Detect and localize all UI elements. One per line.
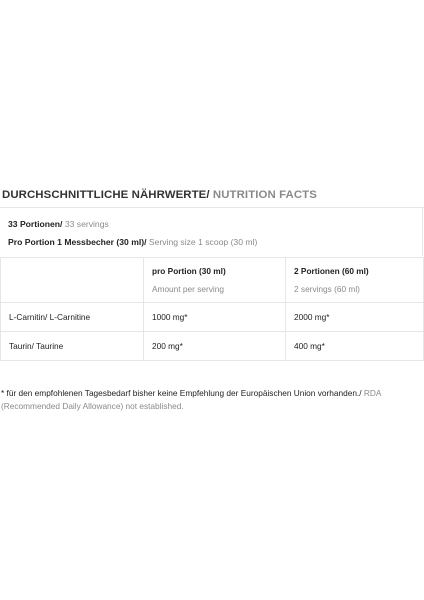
nutrition-table <box>0 257 424 361</box>
nutrient-per-serving: 1000 mg* <box>144 303 286 332</box>
two-servings-english: 2 servings (60 ml) <box>294 284 360 294</box>
footnote-english: RDA (Recommended Daily Allowance) not established. <box>1 388 381 411</box>
portions-german: 33 Portionen/ <box>8 219 63 229</box>
nutrient-two-servings: 400 mg* <box>286 332 424 361</box>
serving-size-english: Serving size 1 scoop (30 ml) <box>146 237 258 247</box>
table-header-row <box>1 258 424 303</box>
header-cell-per-serving <box>144 258 286 303</box>
nutrition-heading <box>2 189 317 201</box>
header-cell-two-servings <box>286 258 424 303</box>
heading-english: NUTRITION FACTS <box>209 189 317 201</box>
serving-info-box <box>0 208 423 256</box>
nutrient-two-servings: 2000 mg* <box>286 303 424 332</box>
serving-size-german: Pro Portion 1 Messbecher (30 ml)/ <box>8 237 147 247</box>
nutrient-per-serving: 200 mg* <box>144 332 286 361</box>
portions-english: 33 servings <box>62 219 109 229</box>
footnote-german: * für den empfohlenen Tagesbedarf bisher keine Empfehlung der Europäischen Union vorhanden./ <box>1 388 362 398</box>
header-cell-empty <box>1 258 144 303</box>
nutrient-name: L-Carnitin/ L-Carnitine <box>1 303 144 332</box>
per-serving-english: Amount per serving <box>152 284 224 294</box>
heading-german: DURCHSCHNITTLICHE NÄHRWERTE/ <box>2 189 210 201</box>
portions-line <box>8 219 109 229</box>
table-row <box>1 332 424 361</box>
serving-size-line <box>8 237 257 247</box>
nutrient-name: Taurin/ Taurine <box>1 332 144 361</box>
footnote <box>1 387 411 413</box>
per-serving-german: pro Portion (30 ml) <box>152 266 226 276</box>
table-row <box>1 303 424 332</box>
two-servings-german: 2 Portionen (60 ml) <box>294 266 369 276</box>
